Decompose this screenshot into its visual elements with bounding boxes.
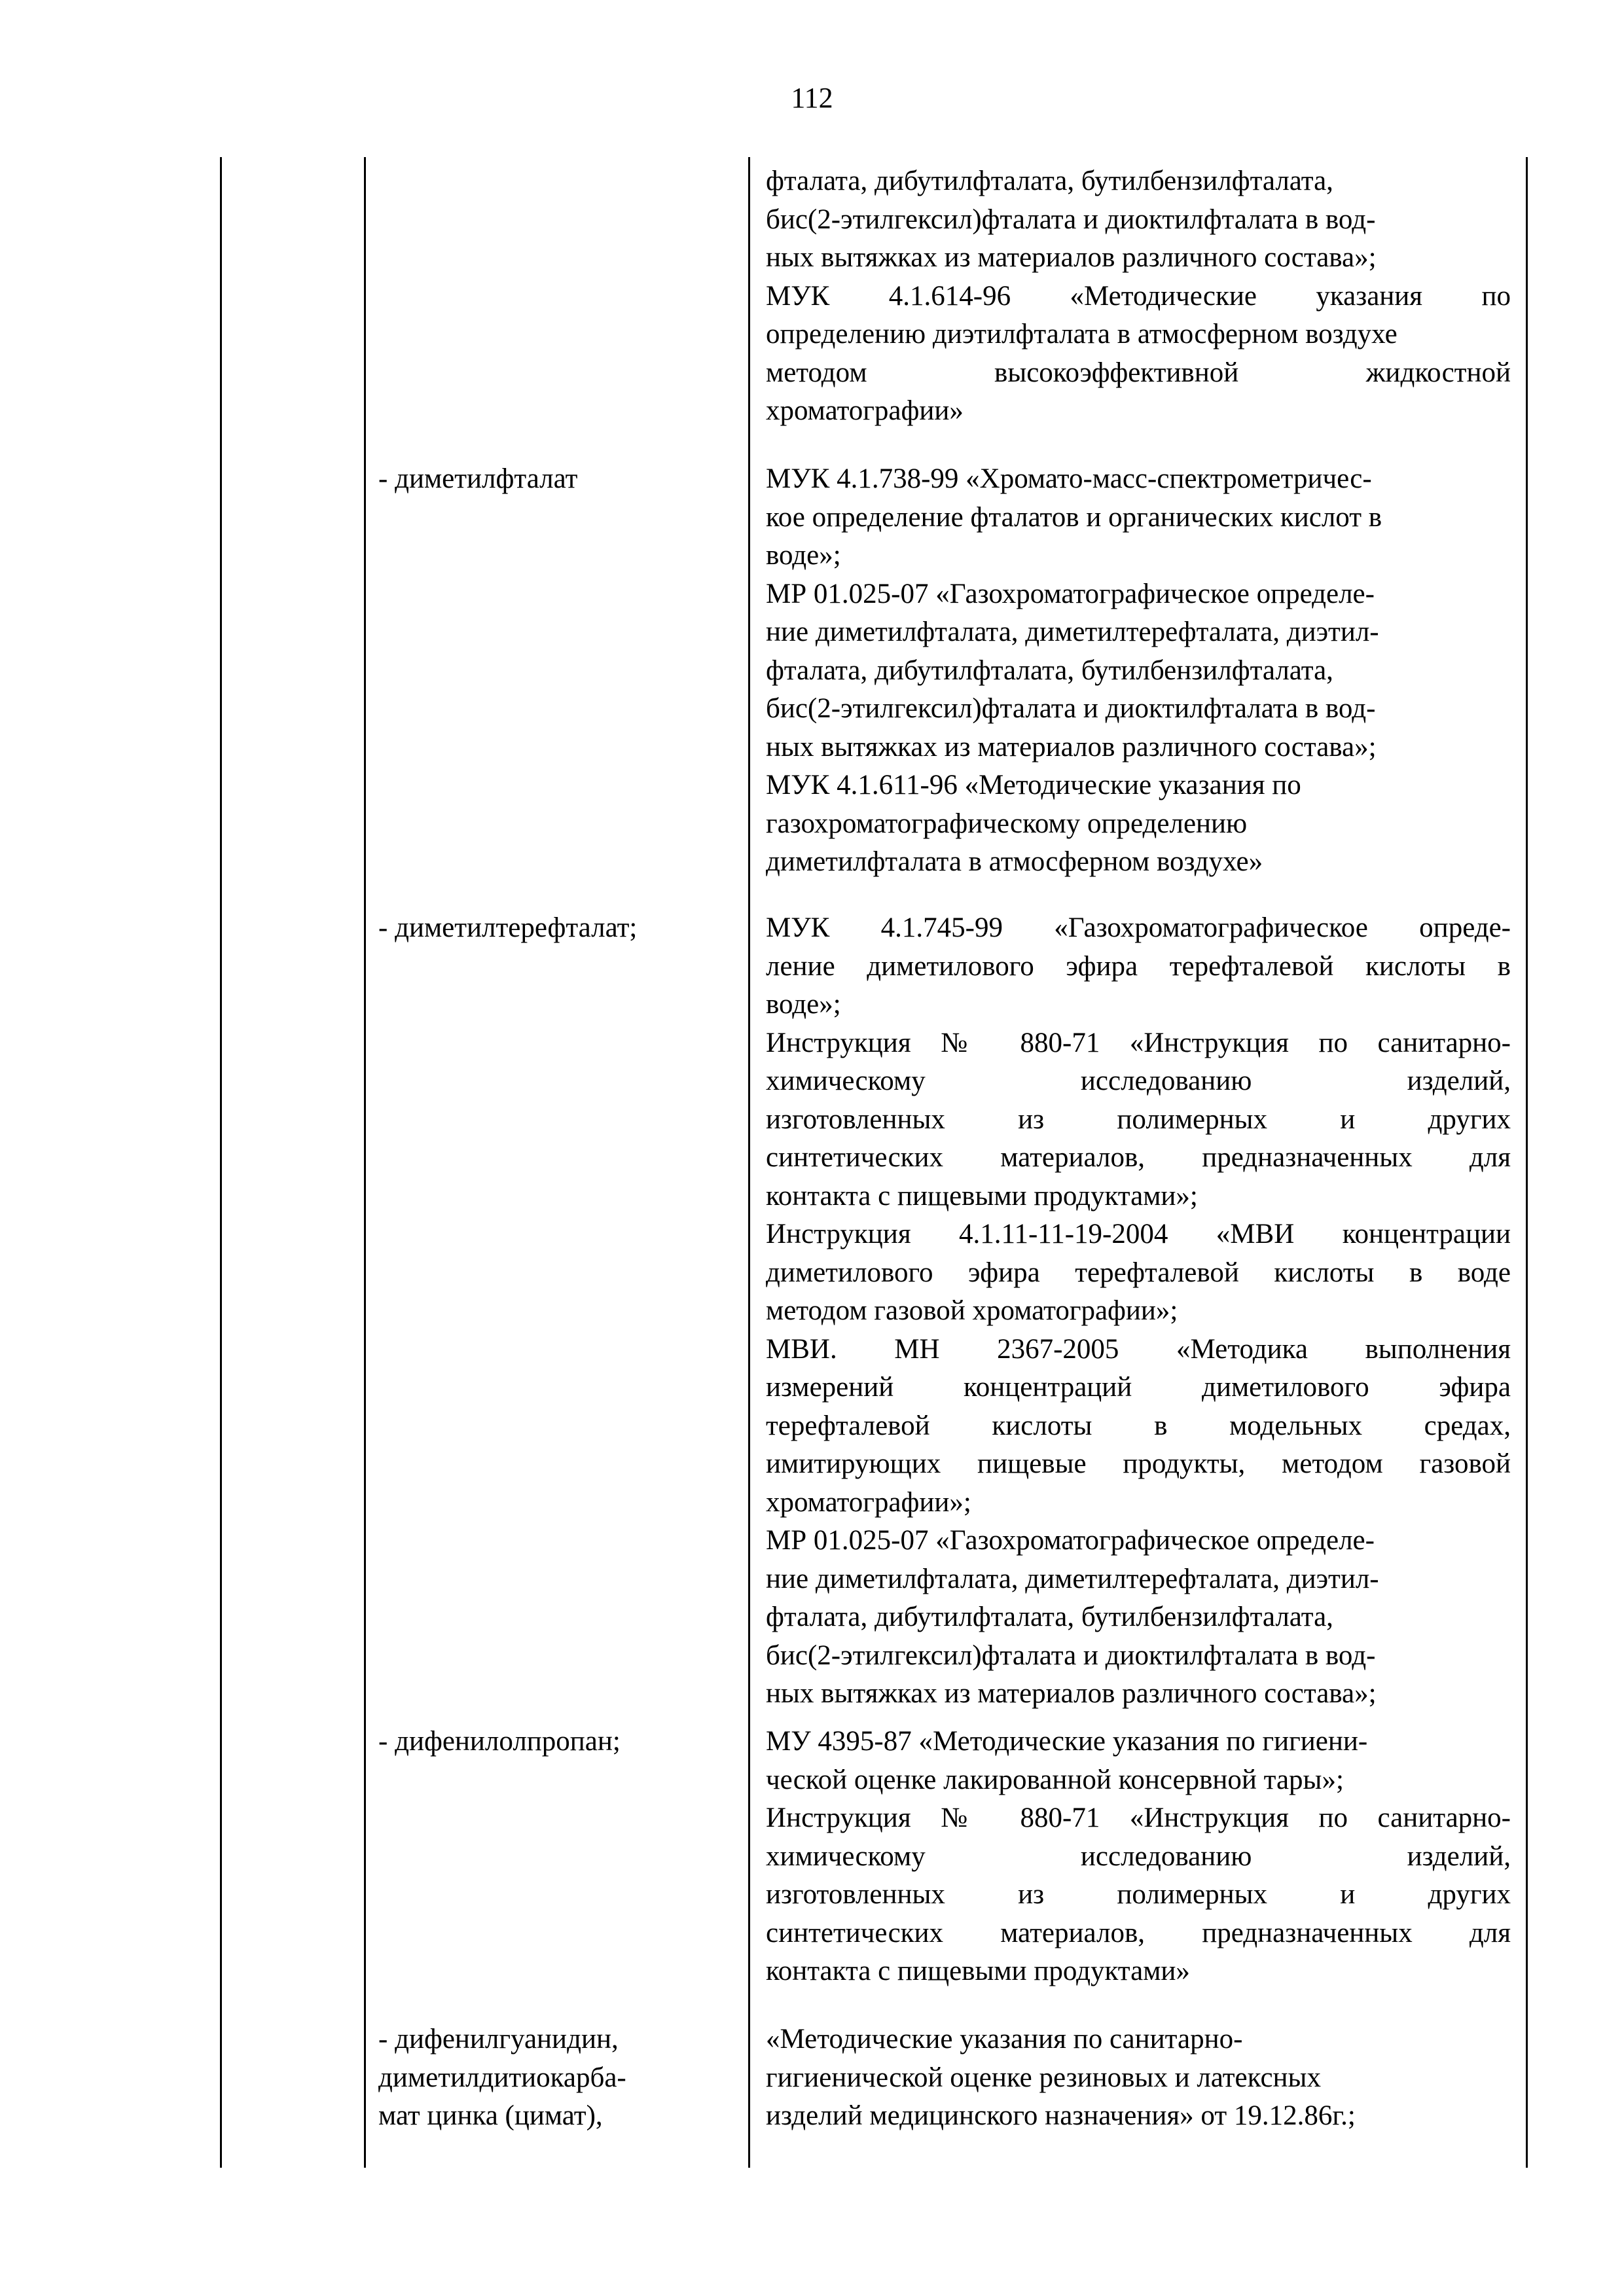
table-column-divider-2	[748, 157, 750, 2168]
text-line: определению диэтилфталата в атмосферном воздухе	[766, 319, 1398, 350]
text-line: МУК 4.1.745-99 «Газохроматографическое опреде-	[766, 912, 1511, 943]
text-line: Инструкция № 880-71 «Инструкция по санитарно-	[766, 1027, 1511, 1058]
text-line: ных вытяжках из материалов различного состава»;	[766, 1678, 1377, 1709]
text-line: МР 01.025-07 «Газохроматографическое определе-	[766, 578, 1375, 609]
substance-name: - дифенилгуанидин,	[378, 2024, 619, 2054]
text-line: контакта с пищевыми продуктами»	[766, 1956, 1190, 1986]
text-line: синтетических материалов, предназначенных для	[766, 1142, 1511, 1173]
text-line: изготовленных из полимерных и других	[766, 1103, 1511, 1135]
text-line: бис(2-этилгексил)фталата и диоктилфталата в вод-	[766, 1640, 1376, 1671]
text-line: бис(2-этилгексил)фталата и диоктилфталата в вод-	[766, 204, 1376, 235]
text-line: кое определение фталатов и органических кислот в	[766, 501, 1382, 533]
substance-name: - диметилтерефталат;	[378, 912, 638, 943]
substance-cell	[378, 909, 719, 948]
text-line: изготовленных из полимерных и других	[766, 1879, 1511, 1910]
text-line: газохроматографическому определению	[766, 808, 1248, 839]
text-line: методом газовой хроматографии»;	[766, 1295, 1178, 1326]
methods-cell	[766, 460, 1511, 882]
text-line: воде»;	[766, 540, 841, 571]
text-line: Инструкция 4.1.11-11-19-2004 «МВИ концентрации	[766, 1219, 1511, 1249]
text-line: ние диметилфталата, диметилтерефталата, диэтил-	[766, 1563, 1379, 1594]
text-line: фталата, дибутилфталата, бутилбензилфталата,	[766, 655, 1333, 686]
substance-name: - дифенилолпропан;	[378, 1726, 621, 1757]
text-line: воде»;	[766, 989, 841, 1020]
text-line: химическому исследованию изделий,	[766, 1840, 1511, 1872]
text-line: диметилового эфира терефталевой кислоты в воде	[766, 1257, 1511, 1288]
text-line: гигиенической оценке резиновых и латексных	[766, 2062, 1321, 2093]
text-line: хроматографии»;	[766, 1486, 971, 1518]
substance-cell	[378, 460, 719, 499]
text-line: «Методические указания по санитарно-	[766, 2024, 1243, 2054]
substance-name: - диметилфталат	[378, 463, 578, 494]
text-line: терефталевой кислоты в модельных средах,	[766, 1410, 1511, 1441]
text-line: МР 01.025-07 «Газохроматографическое определе-	[766, 1525, 1375, 1556]
text-line: Инструкция № 880-71 «Инструкция по санитарно-	[766, 1803, 1511, 1833]
text-line: ние диметилфталата, диметилтерефталата, диэтил-	[766, 617, 1379, 647]
text-line: фталата, дибутилфталата, бутилбензилфталата,	[766, 1602, 1333, 1632]
substance-cell	[378, 1723, 719, 1761]
text-line: ление диметилового эфира терефталевой кислоты в	[766, 950, 1511, 982]
substance-name: мат цинка (цимат),	[378, 2100, 603, 2131]
text-line: методом высокоэффективной жидкостной	[766, 357, 1511, 388]
text-line: МВИ. МН 2367-2005 «Методика выполнения	[766, 1333, 1511, 1365]
table-border-right	[1526, 157, 1528, 2168]
methods-cell	[766, 2020, 1511, 2136]
text-line: фталата, дибутилфталата, бутилбензилфталата,	[766, 166, 1333, 196]
table-border-left	[220, 157, 222, 2168]
text-line: химическому исследованию изделий,	[766, 1066, 1511, 1096]
text-line: МУК 4.1.738-99 «Хромато-масс-спектрометричес-	[766, 463, 1372, 494]
text-line: МУ 4395-87 «Методические указания по гигиени-	[766, 1726, 1368, 1757]
text-line: ных вытяжках из материалов различного состава»;	[766, 242, 1377, 273]
methods-cell	[766, 909, 1511, 1713]
table-column-divider-1	[364, 157, 366, 2168]
text-line: диметилфталата в атмосферном воздухе»	[766, 846, 1263, 877]
methods-cell	[766, 1723, 1511, 1991]
text-line: измерений концентраций диметилового эфира	[766, 1372, 1511, 1403]
text-line: МУК 4.1.614-96 «Методические указания по	[766, 280, 1511, 312]
text-line: хроматографии»	[766, 395, 964, 426]
page-number: 112	[791, 82, 833, 114]
text-line: ческой оценке лакированной консервной тары»;	[766, 1764, 1344, 1795]
text-line: бис(2-этилгексил)фталата и диоктилфталата в вод-	[766, 693, 1376, 724]
text-line: имитирующих пищевые продукты, методом газовой	[766, 1448, 1511, 1479]
text-line: изделий медицинского назначения» от 19.12.86г.;	[766, 2100, 1356, 2131]
methods-cell	[766, 162, 1511, 431]
text-line: ных вытяжках из материалов различного состава»;	[766, 731, 1377, 762]
text-line: МУК 4.1.611-96 «Методические указания по	[766, 770, 1301, 800]
text-line: контакта с пищевыми продуктами»;	[766, 1180, 1198, 1211]
substance-cell	[378, 2020, 719, 2136]
substance-name: диметилдитиокарба-	[378, 2062, 626, 2093]
text-line: синтетических материалов, предназначенных для	[766, 1917, 1511, 1948]
